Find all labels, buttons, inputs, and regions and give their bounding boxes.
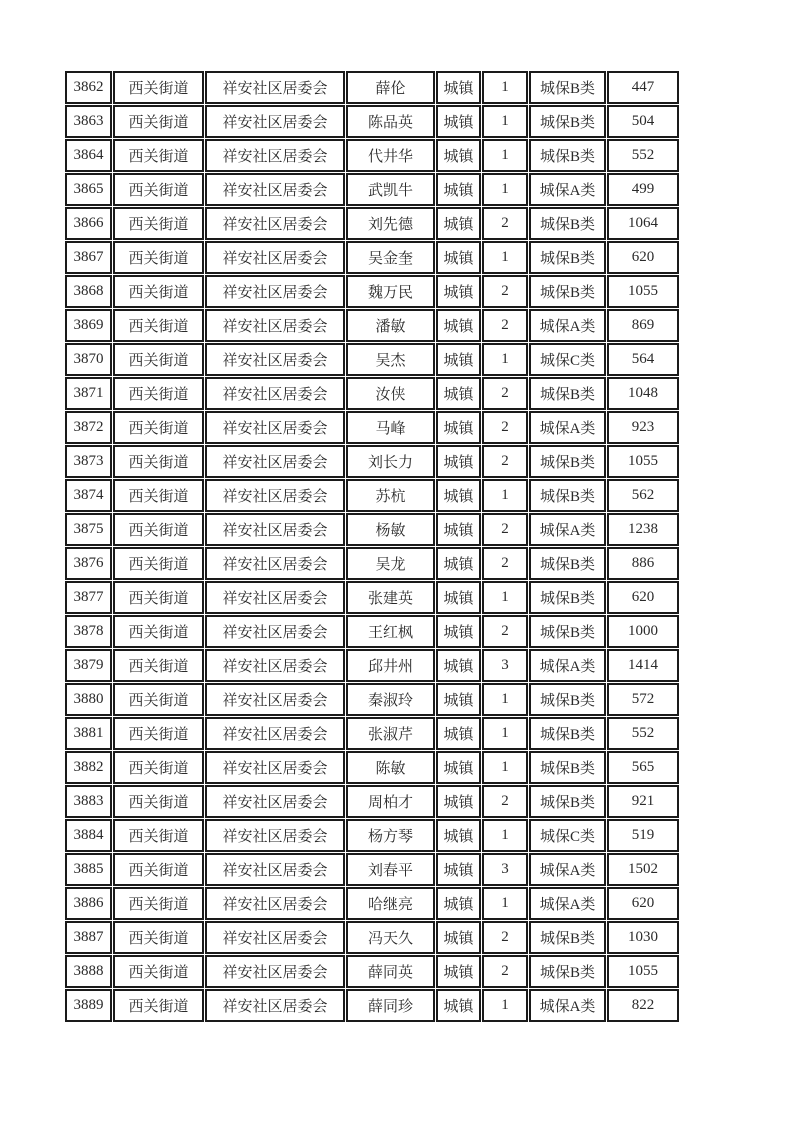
cell-residence-type: 城镇 <box>436 173 481 206</box>
cell-residence-type: 城镇 <box>436 955 481 988</box>
table-row <box>65 547 679 580</box>
table-row <box>65 751 679 784</box>
cell-insurance-class: 城保B类 <box>529 445 606 478</box>
cell-person-count: 1 <box>482 173 528 206</box>
cell-person-count: 2 <box>482 785 528 818</box>
cell-community-committee: 祥安社区居委会 <box>205 105 345 138</box>
cell-person-count: 1 <box>482 71 528 104</box>
cell-street: 西关街道 <box>113 547 204 580</box>
cell-residence-type: 城镇 <box>436 785 481 818</box>
cell-insurance-class: 城保B类 <box>529 275 606 308</box>
cell-person-name: 刘长力 <box>346 445 435 478</box>
cell-street: 西关街道 <box>113 445 204 478</box>
cell-serial-number: 3886 <box>65 887 112 920</box>
cell-street: 西关街道 <box>113 139 204 172</box>
cell-person-name: 苏杭 <box>346 479 435 512</box>
cell-amount: 1055 <box>607 275 679 308</box>
cell-street: 西关街道 <box>113 479 204 512</box>
cell-insurance-class: 城保B类 <box>529 615 606 648</box>
cell-person-name: 魏万民 <box>346 275 435 308</box>
cell-serial-number: 3868 <box>65 275 112 308</box>
table-row <box>65 717 679 750</box>
cell-street: 西关街道 <box>113 581 204 614</box>
cell-person-count: 1 <box>482 479 528 512</box>
cell-insurance-class: 城保B类 <box>529 547 606 580</box>
table-row <box>65 581 679 614</box>
table-body <box>65 71 679 1022</box>
cell-person-count: 1 <box>482 683 528 716</box>
cell-person-count: 2 <box>482 615 528 648</box>
cell-residence-type: 城镇 <box>436 683 481 716</box>
table-row <box>65 649 679 682</box>
cell-street: 西关街道 <box>113 989 204 1022</box>
cell-community-committee: 祥安社区居委会 <box>205 173 345 206</box>
cell-amount: 620 <box>607 887 679 920</box>
cell-insurance-class: 城保B类 <box>529 105 606 138</box>
cell-insurance-class: 城保B类 <box>529 479 606 512</box>
cell-amount: 562 <box>607 479 679 512</box>
cell-insurance-class: 城保B类 <box>529 921 606 954</box>
cell-street: 西关街道 <box>113 71 204 104</box>
cell-street: 西关街道 <box>113 921 204 954</box>
table-row <box>65 343 679 376</box>
cell-serial-number: 3871 <box>65 377 112 410</box>
cell-community-committee: 祥安社区居委会 <box>205 819 345 852</box>
cell-community-committee: 祥安社区居委会 <box>205 445 345 478</box>
cell-serial-number: 3875 <box>65 513 112 546</box>
cell-residence-type: 城镇 <box>436 751 481 784</box>
cell-amount: 1048 <box>607 377 679 410</box>
cell-amount: 519 <box>607 819 679 852</box>
cell-community-committee: 祥安社区居委会 <box>205 887 345 920</box>
cell-person-name: 刘春平 <box>346 853 435 886</box>
cell-community-committee: 祥安社区居委会 <box>205 717 345 750</box>
cell-residence-type: 城镇 <box>436 479 481 512</box>
table-row <box>65 479 679 512</box>
table-row <box>65 887 679 920</box>
cell-residence-type: 城镇 <box>436 649 481 682</box>
cell-person-name: 吴杰 <box>346 343 435 376</box>
cell-residence-type: 城镇 <box>436 343 481 376</box>
table-row <box>65 445 679 478</box>
cell-amount: 504 <box>607 105 679 138</box>
cell-residence-type: 城镇 <box>436 377 481 410</box>
cell-community-committee: 祥安社区居委会 <box>205 71 345 104</box>
cell-amount: 1000 <box>607 615 679 648</box>
table-row <box>65 139 679 172</box>
cell-insurance-class: 城保C类 <box>529 343 606 376</box>
cell-residence-type: 城镇 <box>436 275 481 308</box>
cell-person-name: 周柏才 <box>346 785 435 818</box>
cell-insurance-class: 城保B类 <box>529 377 606 410</box>
cell-person-count: 2 <box>482 955 528 988</box>
cell-person-name: 杨敏 <box>346 513 435 546</box>
cell-person-name: 吴金奎 <box>346 241 435 274</box>
cell-amount: 565 <box>607 751 679 784</box>
cell-person-name: 薛同英 <box>346 955 435 988</box>
cell-serial-number: 3882 <box>65 751 112 784</box>
cell-amount: 499 <box>607 173 679 206</box>
cell-community-committee: 祥安社区居委会 <box>205 955 345 988</box>
cell-street: 西关街道 <box>113 615 204 648</box>
cell-amount: 921 <box>607 785 679 818</box>
cell-amount: 552 <box>607 717 679 750</box>
cell-residence-type: 城镇 <box>436 411 481 444</box>
cell-community-committee: 祥安社区居委会 <box>205 139 345 172</box>
cell-person-name: 薛同珍 <box>346 989 435 1022</box>
cell-street: 西关街道 <box>113 819 204 852</box>
cell-community-committee: 祥安社区居委会 <box>205 343 345 376</box>
cell-serial-number: 3870 <box>65 343 112 376</box>
cell-residence-type: 城镇 <box>436 309 481 342</box>
cell-serial-number: 3885 <box>65 853 112 886</box>
cell-street: 西关街道 <box>113 275 204 308</box>
table-row <box>65 785 679 818</box>
table-row <box>65 207 679 240</box>
cell-insurance-class: 城保A类 <box>529 989 606 1022</box>
table-row <box>65 853 679 886</box>
cell-person-count: 1 <box>482 581 528 614</box>
cell-residence-type: 城镇 <box>436 547 481 580</box>
cell-street: 西关街道 <box>113 343 204 376</box>
cell-person-name: 杨方琴 <box>346 819 435 852</box>
cell-community-committee: 祥安社区居委会 <box>205 751 345 784</box>
cell-person-name: 薛伦 <box>346 71 435 104</box>
cell-serial-number: 3888 <box>65 955 112 988</box>
cell-person-count: 1 <box>482 343 528 376</box>
table-row <box>65 989 679 1022</box>
cell-person-name: 武凯牛 <box>346 173 435 206</box>
table-row <box>65 309 679 342</box>
cell-residence-type: 城镇 <box>436 71 481 104</box>
cell-amount: 869 <box>607 309 679 342</box>
cell-insurance-class: 城保B类 <box>529 751 606 784</box>
table-row <box>65 955 679 988</box>
cell-amount: 886 <box>607 547 679 580</box>
cell-community-committee: 祥安社区居委会 <box>205 309 345 342</box>
cell-insurance-class: 城保A类 <box>529 411 606 444</box>
cell-person-count: 3 <box>482 853 528 886</box>
cell-insurance-class: 城保B类 <box>529 207 606 240</box>
cell-amount: 1502 <box>607 853 679 886</box>
cell-street: 西关街道 <box>113 717 204 750</box>
cell-community-committee: 祥安社区居委会 <box>205 683 345 716</box>
cell-person-name: 邱井州 <box>346 649 435 682</box>
cell-residence-type: 城镇 <box>436 819 481 852</box>
cell-person-count: 2 <box>482 513 528 546</box>
cell-amount: 822 <box>607 989 679 1022</box>
cell-person-count: 1 <box>482 105 528 138</box>
cell-amount: 564 <box>607 343 679 376</box>
cell-serial-number: 3865 <box>65 173 112 206</box>
cell-person-count: 2 <box>482 547 528 580</box>
cell-street: 西关街道 <box>113 751 204 784</box>
cell-serial-number: 3866 <box>65 207 112 240</box>
cell-community-committee: 祥安社区居委会 <box>205 921 345 954</box>
cell-amount: 1055 <box>607 445 679 478</box>
cell-person-count: 1 <box>482 751 528 784</box>
cell-serial-number: 3884 <box>65 819 112 852</box>
cell-serial-number: 3876 <box>65 547 112 580</box>
cell-street: 西关街道 <box>113 377 204 410</box>
table-row <box>65 173 679 206</box>
cell-residence-type: 城镇 <box>436 921 481 954</box>
cell-insurance-class: 城保A类 <box>529 649 606 682</box>
cell-insurance-class: 城保B类 <box>529 955 606 988</box>
cell-street: 西关街道 <box>113 173 204 206</box>
cell-amount: 620 <box>607 581 679 614</box>
cell-insurance-class: 城保B类 <box>529 785 606 818</box>
cell-residence-type: 城镇 <box>436 241 481 274</box>
cell-insurance-class: 城保A类 <box>529 309 606 342</box>
cell-person-name: 陈品英 <box>346 105 435 138</box>
cell-community-committee: 祥安社区居委会 <box>205 649 345 682</box>
cell-street: 西关街道 <box>113 649 204 682</box>
cell-residence-type: 城镇 <box>436 887 481 920</box>
cell-person-name: 秦淑玲 <box>346 683 435 716</box>
cell-person-name: 张建英 <box>346 581 435 614</box>
cell-person-count: 1 <box>482 717 528 750</box>
cell-residence-type: 城镇 <box>436 207 481 240</box>
cell-serial-number: 3864 <box>65 139 112 172</box>
cell-serial-number: 3887 <box>65 921 112 954</box>
table-row <box>65 921 679 954</box>
cell-person-name: 陈敏 <box>346 751 435 784</box>
cell-serial-number: 3878 <box>65 615 112 648</box>
cell-person-count: 2 <box>482 207 528 240</box>
cell-person-count: 1 <box>482 989 528 1022</box>
cell-street: 西关街道 <box>113 411 204 444</box>
cell-amount: 923 <box>607 411 679 444</box>
cell-person-count: 1 <box>482 241 528 274</box>
cell-amount: 620 <box>607 241 679 274</box>
cell-community-committee: 祥安社区居委会 <box>205 853 345 886</box>
table-row <box>65 411 679 444</box>
cell-person-count: 2 <box>482 411 528 444</box>
cell-person-name: 冯天久 <box>346 921 435 954</box>
cell-community-committee: 祥安社区居委会 <box>205 513 345 546</box>
table-row <box>65 513 679 546</box>
cell-street: 西关街道 <box>113 683 204 716</box>
cell-serial-number: 3880 <box>65 683 112 716</box>
table-row <box>65 683 679 716</box>
cell-street: 西关街道 <box>113 853 204 886</box>
cell-amount: 1414 <box>607 649 679 682</box>
table-row <box>65 105 679 138</box>
cell-insurance-class: 城保B类 <box>529 139 606 172</box>
cell-person-name: 哈继亮 <box>346 887 435 920</box>
cell-person-name: 吴龙 <box>346 547 435 580</box>
cell-community-committee: 祥安社区居委会 <box>205 581 345 614</box>
cell-insurance-class: 城保A类 <box>529 513 606 546</box>
cell-community-committee: 祥安社区居委会 <box>205 615 345 648</box>
cell-insurance-class: 城保A类 <box>529 887 606 920</box>
cell-person-count: 3 <box>482 649 528 682</box>
cell-street: 西关街道 <box>113 309 204 342</box>
cell-street: 西关街道 <box>113 955 204 988</box>
cell-serial-number: 3863 <box>65 105 112 138</box>
cell-person-name: 王红枫 <box>346 615 435 648</box>
cell-person-count: 1 <box>482 819 528 852</box>
cell-community-committee: 祥安社区居委会 <box>205 479 345 512</box>
cell-insurance-class: 城保C类 <box>529 819 606 852</box>
cell-serial-number: 3874 <box>65 479 112 512</box>
benefits-roster-table <box>64 70 680 1023</box>
table-row <box>65 71 679 104</box>
cell-insurance-class: 城保A类 <box>529 853 606 886</box>
table-row <box>65 275 679 308</box>
cell-street: 西关街道 <box>113 241 204 274</box>
cell-serial-number: 3889 <box>65 989 112 1022</box>
cell-street: 西关街道 <box>113 105 204 138</box>
cell-community-committee: 祥安社区居委会 <box>205 785 345 818</box>
cell-insurance-class: 城保B类 <box>529 717 606 750</box>
cell-person-count: 2 <box>482 275 528 308</box>
cell-community-committee: 祥安社区居委会 <box>205 377 345 410</box>
cell-community-committee: 祥安社区居委会 <box>205 275 345 308</box>
cell-street: 西关街道 <box>113 207 204 240</box>
cell-amount: 1064 <box>607 207 679 240</box>
cell-residence-type: 城镇 <box>436 989 481 1022</box>
table-row <box>65 819 679 852</box>
cell-insurance-class: 城保B类 <box>529 581 606 614</box>
cell-insurance-class: 城保B类 <box>529 71 606 104</box>
cell-serial-number: 3879 <box>65 649 112 682</box>
cell-community-committee: 祥安社区居委会 <box>205 207 345 240</box>
cell-street: 西关街道 <box>113 887 204 920</box>
cell-insurance-class: 城保A类 <box>529 173 606 206</box>
cell-amount: 1238 <box>607 513 679 546</box>
cell-street: 西关街道 <box>113 513 204 546</box>
cell-insurance-class: 城保B类 <box>529 241 606 274</box>
cell-serial-number: 3877 <box>65 581 112 614</box>
cell-amount: 447 <box>607 71 679 104</box>
cell-residence-type: 城镇 <box>436 717 481 750</box>
cell-person-name: 马峰 <box>346 411 435 444</box>
cell-serial-number: 3862 <box>65 71 112 104</box>
cell-residence-type: 城镇 <box>436 105 481 138</box>
table-row <box>65 241 679 274</box>
cell-serial-number: 3881 <box>65 717 112 750</box>
cell-serial-number: 3867 <box>65 241 112 274</box>
table-row <box>65 377 679 410</box>
cell-serial-number: 3883 <box>65 785 112 818</box>
cell-person-name: 代井华 <box>346 139 435 172</box>
cell-residence-type: 城镇 <box>436 581 481 614</box>
cell-community-committee: 祥安社区居委会 <box>205 411 345 444</box>
cell-amount: 572 <box>607 683 679 716</box>
cell-person-count: 2 <box>482 377 528 410</box>
cell-community-committee: 祥安社区居委会 <box>205 241 345 274</box>
cell-community-committee: 祥安社区居委会 <box>205 989 345 1022</box>
cell-person-count: 2 <box>482 309 528 342</box>
cell-person-count: 1 <box>482 139 528 172</box>
cell-person-count: 2 <box>482 445 528 478</box>
cell-serial-number: 3872 <box>65 411 112 444</box>
cell-community-committee: 祥安社区居委会 <box>205 547 345 580</box>
cell-person-name: 汝侠 <box>346 377 435 410</box>
cell-residence-type: 城镇 <box>436 615 481 648</box>
cell-serial-number: 3873 <box>65 445 112 478</box>
cell-amount: 552 <box>607 139 679 172</box>
cell-person-name: 刘先德 <box>346 207 435 240</box>
cell-amount: 1030 <box>607 921 679 954</box>
cell-residence-type: 城镇 <box>436 513 481 546</box>
table-row <box>65 615 679 648</box>
cell-person-count: 2 <box>482 921 528 954</box>
cell-person-name: 张淑芹 <box>346 717 435 750</box>
cell-residence-type: 城镇 <box>436 139 481 172</box>
cell-amount: 1055 <box>607 955 679 988</box>
cell-person-name: 潘敏 <box>346 309 435 342</box>
cell-residence-type: 城镇 <box>436 853 481 886</box>
cell-street: 西关街道 <box>113 785 204 818</box>
cell-serial-number: 3869 <box>65 309 112 342</box>
cell-insurance-class: 城保B类 <box>529 683 606 716</box>
cell-person-count: 1 <box>482 887 528 920</box>
cell-residence-type: 城镇 <box>436 445 481 478</box>
